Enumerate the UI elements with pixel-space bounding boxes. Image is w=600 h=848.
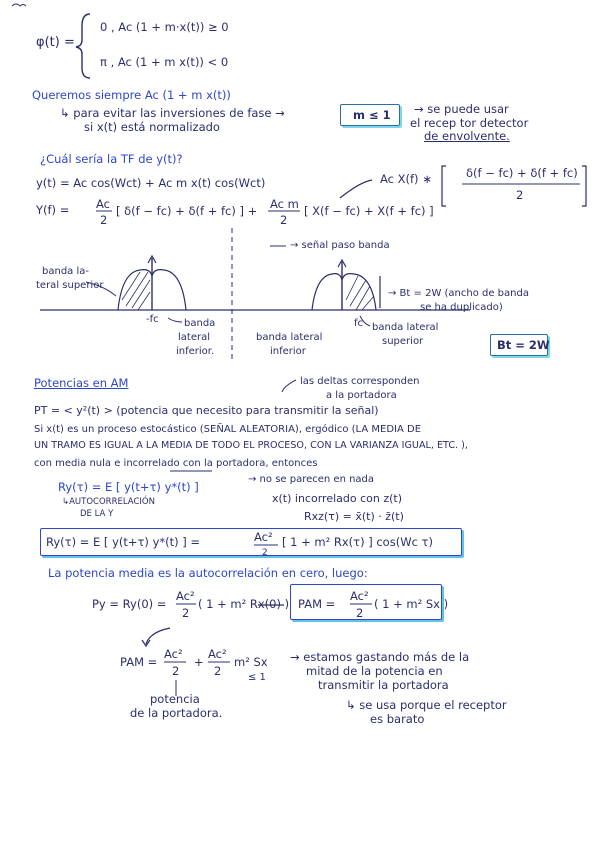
phase-case-1: 0 , Ac (1 + m·x(t)) ≥ 0 [100,20,229,34]
yf-frac1-den: 2 [100,213,108,227]
yf-lhs: Y(f) = [36,203,70,217]
py-frac-den: 2 [182,606,190,620]
process-line-1: Si x(t) es un proceso estocástico (SEÑAL ALEATORIA), ergódico (LA MEDIA DE [34,424,422,435]
label-bls-right-b: superior [382,336,424,347]
conv-bracket-left [442,166,446,206]
bt-box-label: Bt = 2W [497,338,550,352]
normalized-line: si x(t) está normalizado [84,120,220,134]
yf-end: [ X(f − fc) + X(f + fc) ] [304,204,434,218]
pam2-tail: m² Sx [234,655,268,669]
waste-note-2: mitad de la potencia en [306,664,443,678]
reason-note-2: es barato [370,712,425,726]
label-bls-left-1: banda la- [42,266,89,277]
label-bli-right-a: banda lateral [256,332,323,343]
le-one: ≤ 1 [248,672,266,683]
autocorr-note-2: DE LA Y [80,509,114,519]
label-bli-right-b: inferior [270,346,306,357]
py-lhs: Py = Ry(0) = [92,597,167,611]
receiver-line-3: de envolvente. [424,129,510,143]
m-box [340,104,400,126]
want-line: Queremos siempre Ac (1 + m x(t)) [32,88,231,102]
pt-definition: PT = < y²(t) > (potencia que necesito para transmitir la señal) [34,404,379,417]
yf-frac1-num: Ac [96,197,110,211]
pam-frac-num: Ac² [350,589,369,603]
receiver-line-1: → se puede usar [414,102,509,116]
left-band-hatch [122,272,150,310]
pam-rhs: ( 1 + m² Sx ) [374,597,449,611]
ry-frac-num: Ac² [254,530,273,544]
process-line-3: con media nula e incorrelado con la portadora, entonces [34,458,318,469]
label-fc-left: -fc [146,314,159,325]
label-fc-right: fc [354,318,364,329]
pam2-lhs: PAM = [120,655,158,669]
pam2-f2-num: Ac² [208,647,227,661]
pam-lhs: PAM = [298,597,336,611]
deltas-note-2: a la portadora [326,390,397,401]
label-bli-b: lateral [178,332,210,343]
phase-case-2: π , Ac (1 + m x(t)) < 0 [100,55,229,69]
avoid-line: ↳ para evitar las inversiones de fase → [60,106,285,120]
power-title: Potencias en AM [34,376,129,390]
pam2-f2-den: 2 [214,664,222,678]
ry-frac-den: 2 [262,548,268,558]
label-bt-note-1: → Bt = 2W (ancho de banda [388,288,529,299]
process-line-2: UN TRAMO ES IGUAL A LA MEDIA DE TODO EL PROCESO, CON LA VARIANZA IGUAL, ETC. ), [34,440,468,451]
carrier-note-2: de la portadora. [130,706,223,720]
conv-bracket-right [582,166,586,206]
no-parecen-note: → no se parecen en nada [248,474,375,485]
yt-equation: y(t) = Ac cos(Wct) + Ac m x(t) cos(Wct) [36,176,266,190]
pam2-f1-den: 2 [172,664,180,678]
arrow-to-convolution [340,180,372,198]
label-bls-left-2: teral superior [36,280,104,291]
yf-frac2-num: Ac m [270,197,299,211]
tf-question: ¿Cuál sería la TF de y(t)? [40,152,183,166]
py-frac-num: Ac² [176,589,195,603]
phase-lhs: φ(t) = [36,35,75,50]
carrier-note-1: potencia [150,692,200,706]
py-rhs: ( 1 + m² Rx(0) ) [198,597,290,611]
corner-mark [12,4,26,6]
conv-num: δ(f − fc) + δ(f + fc) [466,166,578,180]
ry-eq-lhs: Ry(τ) = E [ y(t+τ) y*(t) ] = [46,535,201,549]
pam2-f1-num: Ac² [164,647,183,661]
conv-den: 2 [516,188,524,202]
rxz-equation: Rxz(τ) = x̄(t) · z̄(t) [304,510,404,523]
right-band-hatch [346,276,374,310]
bt-box [490,334,548,356]
pam2-plus: + [194,655,204,669]
label-bt-note-2: se ha duplicado) [420,302,503,313]
m-box-label: m ≤ 1 [353,108,391,122]
receiver-line-2: el recep tor detector [410,116,529,130]
waste-note-1: → estamos gastando más de la [290,650,470,664]
mean-power-line: La potencia media es la autocorrelación en cero, luego: [48,566,368,580]
yf-frac2-den: 2 [280,213,288,227]
ry-definition: Ry(τ) = E [ y(t+τ) y*(t) ] [58,480,199,494]
label-bli-c: inferior. [176,346,215,357]
arrow-deltas [282,380,296,392]
conv-lhs: Ac X(f) ∗ [380,172,432,186]
deltas-note-1: las deltas corresponden [300,376,420,387]
label-bli-a: banda [184,318,216,329]
label-bls-right-a: banda lateral [372,322,439,333]
phase-brace [76,14,90,78]
pointer-lower-band [168,318,182,322]
autocorr-note-1: ↳AUTOCORRELACIÓN [62,497,155,507]
incorrelado-note: x(t) incorrelado con z(t) [272,492,403,505]
label-senal-paso-banda: → señal paso banda [290,240,390,251]
pam-frac-den: 2 [356,606,364,620]
waste-note-3: transmitir la portadora [318,678,449,692]
ry-eq-rhs: [ 1 + m² Rx(τ) ] cos(Wc τ) [282,535,433,549]
yf-mid: [ δ(f − fc) + δ(f + fc) ] + [116,204,258,218]
reason-note-1: ↳ se usa porque el receptor [346,698,507,712]
